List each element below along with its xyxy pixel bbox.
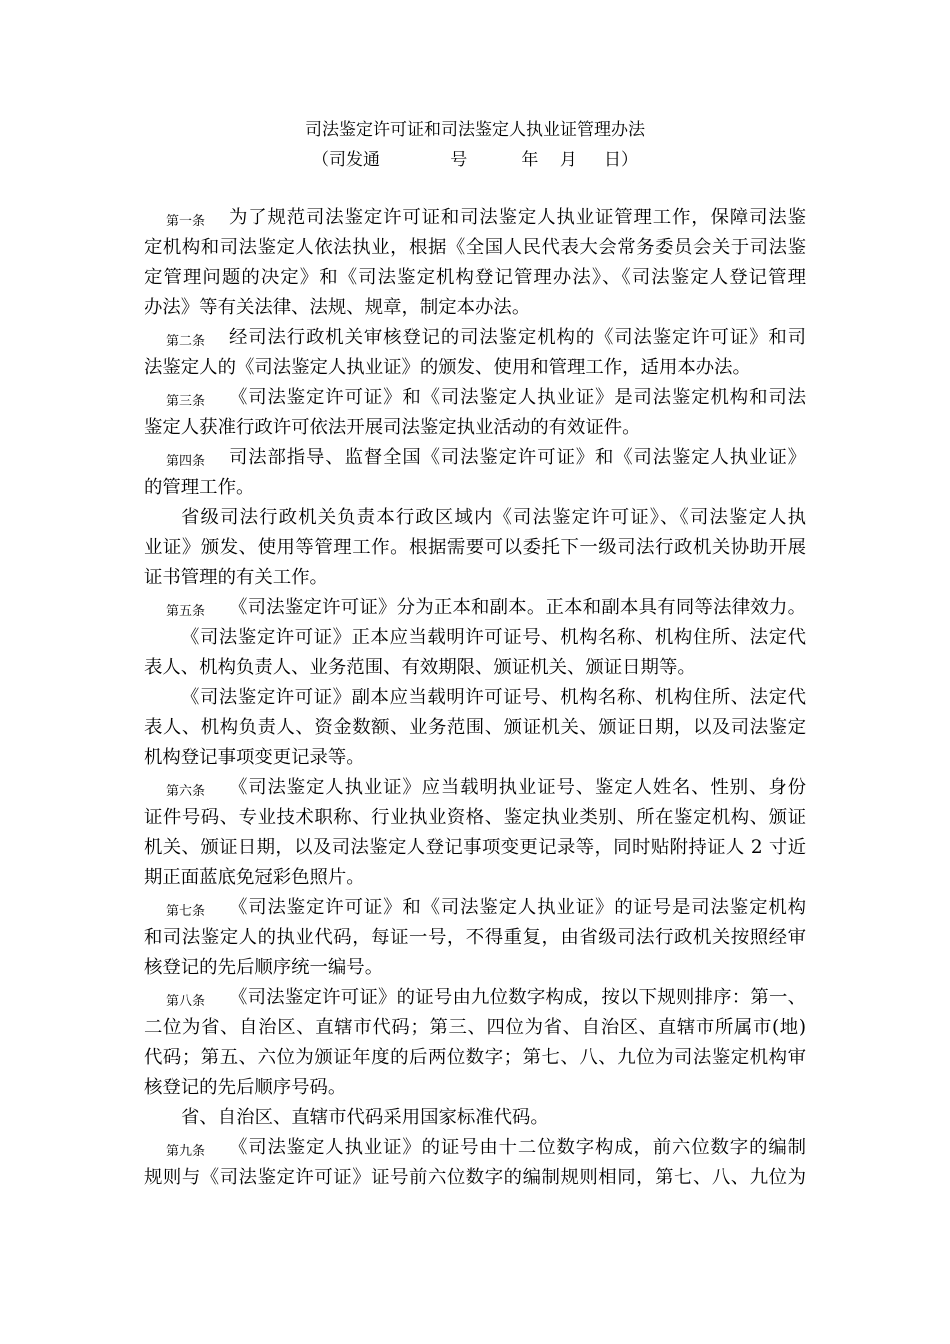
paragraph-line: 机构登记事项变更记录等。: [144, 747, 365, 768]
paragraph-line: 核登记的先后顺序号码。: [144, 1077, 347, 1098]
paragraph-line: 表人、机构负责人、业务范围、有效期限、颁证机关、颁证日期等。: [144, 657, 696, 678]
article-label: 第二条: [166, 334, 206, 349]
paragraph-line: 证书管理的有关工作。: [144, 567, 328, 588]
article-label: 第五条: [166, 604, 206, 619]
paragraph-line: 表人、机构负责人、资金数额、业务范围、颁证机关、颁证日期，以及司法鉴定: [144, 717, 806, 738]
paragraph-first-line: 省、自治区、直辖市代码采用国家标准代码。: [181, 1107, 549, 1128]
paragraph-line: 定机构和司法鉴定人依法执业，根据《全国人民代表大会常务委员会关于司法鉴: [144, 237, 806, 258]
paragraph-first-line: 《司法鉴定许可证》副本应当载明许可证号、机构名称、机构住所、法定代: [181, 687, 806, 708]
paragraph-line: 定管理问题的决定》和《司法鉴定机构登记管理办法》、《司法鉴定人登记管理: [144, 267, 806, 288]
paragraph-line: 期正面蓝底免冠彩色照片。: [144, 867, 365, 888]
article-label: 第四条: [166, 454, 206, 469]
article-label: 第九条: [166, 1144, 206, 1159]
paragraph-first-line: 《司法鉴定许可证》和《司法鉴定人执业证》是司法鉴定机构和司法: [229, 387, 806, 408]
paragraph-first-line: 《司法鉴定许可证》和《司法鉴定人执业证》的证号是司法鉴定机构: [229, 897, 806, 918]
paragraph-first-line: 《司法鉴定许可证》的证号由九位数字构成，按以下规则排序：第一、: [229, 987, 806, 1008]
paragraph-line: 核登记的先后顺序统一编号。: [144, 957, 384, 978]
paragraph-line: 和司法鉴定人的执业代码，每证一号，不得重复，由省级司法行政机关按照经审: [144, 927, 806, 948]
paragraph-first-line: 省级司法行政机关负责本行政区域内《司法鉴定许可证》、《司法鉴定人执: [181, 507, 806, 528]
paragraph-line: 机关、颁证日期，以及司法鉴定人登记事项变更记录等，同时贴附持证人 2 寸近: [144, 837, 806, 858]
paragraph-line: 法鉴定人的《司法鉴定人执业证》的颁发、使用和管理工作，适用本办法。: [144, 357, 751, 378]
article-label: 第六条: [166, 784, 206, 799]
paragraph-first-line: 《司法鉴定人执业证》的证号由十二位数字构成，前六位数字的编制: [229, 1137, 806, 1158]
paragraph-line: 业证》颁发、使用等管理工作。根据需要可以委托下一级司法行政机关协助开展: [144, 537, 806, 558]
paragraph-line: 的管理工作。: [144, 477, 255, 498]
document-title: 司法鉴定许可证和司法鉴定人执业证管理办法: [305, 120, 645, 140]
paragraph-first-line: 经司法行政机关审核登记的司法鉴定机构的《司法鉴定许可证》和司: [229, 327, 806, 348]
paragraph-first-line: 《司法鉴定许可证》正本应当载明许可证号、机构名称、机构住所、法定代: [181, 627, 806, 648]
document-subtitle: （司发通 号 年 月 日）: [312, 150, 638, 170]
paragraph-line: 规则与《司法鉴定许可证》证号前六位数字的编制规则相同，第七、八、九位为: [144, 1167, 806, 1188]
article-label: 第三条: [166, 394, 206, 409]
article-label: 第八条: [166, 994, 206, 1009]
paragraph-first-line: 司法部指导、监督全国《司法鉴定许可证》和《司法鉴定人执业证》: [229, 447, 806, 468]
paragraph-first-line: 《司法鉴定许可证》分为正本和副本。正本和副本具有同等法律效力。: [229, 597, 806, 618]
article-label: 第一条: [166, 214, 206, 229]
article-label: 第七条: [166, 904, 206, 919]
paragraph-line: 办法》等有关法律、法规、规章，制定本办法。: [144, 297, 531, 318]
paragraph-first-line: 《司法鉴定人执业证》应当载明执业证号、鉴定人姓名、性别、身份: [229, 777, 806, 798]
paragraph-line: 鉴定人获准行政许可依法开展司法鉴定执业活动的有效证件。: [144, 417, 641, 438]
paragraph-line: 二位为省、自治区、直辖市代码；第三、四位为省、自治区、直辖市所属市(地): [144, 1017, 806, 1038]
paragraph-line: 证件号码、专业技术职称、行业执业资格、鉴定执业类别、所在鉴定机构、颁证: [144, 807, 806, 828]
paragraph-first-line: 为了规范司法鉴定许可证和司法鉴定人执业证管理工作，保障司法鉴: [229, 207, 806, 228]
paragraph-line: 代码；第五、六位为颁证年度的后两位数字；第七、八、九位为司法鉴定机构审: [144, 1047, 806, 1068]
